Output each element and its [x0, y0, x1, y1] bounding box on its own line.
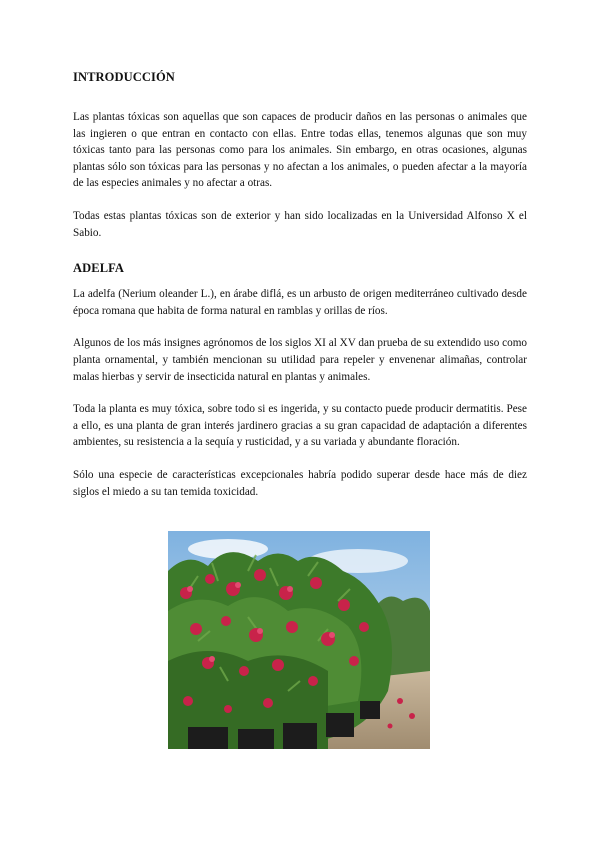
paragraph-adelfa-3: Toda la planta es muy tóxica, sobre todo si es ingerida, y su contacto puede producir dermatitis. Pese a ello, es una planta de gran interés jardinero gracias a su gran capacidad de adaptación a diferentes ambientes, su resistencia a la sequía y rusticidad, y a su variada y abundante floración.	[73, 403, 527, 449]
section-heading-introduccion: INTRODUCCIÓN	[73, 70, 175, 84]
paragraph-intro-1: Las plantas tóxicas son aquellas que son capaces de producir daños en las personas o animales que las ingieren o que entran en contacto con ellas. Entre todas ellas, tenemos algunas que son muy tóxicas tanto para las personas como para los animales. Sin embargo, en otras ocasiones, algunas plantas sólo son tóxicas para las personas y no afectan a los animales, o pueden afectar a la mayoría de las especies animales y no afectar a otras.	[73, 111, 527, 190]
oleander-photo	[168, 531, 430, 749]
paragraph-intro-2: Todas estas plantas tóxicas son de exterior y han sido localizadas en la Universidad Alfonso X el Sabio.	[73, 209, 527, 239]
paragraph-adelfa-1: La adelfa (Nerium oleander L.), en árabe diflá, es un arbusto de origen mediterráneo cultivado desde época romana que habita de forma natural en ramblas y orillas de ríos.	[73, 288, 527, 317]
paragraph-adelfa-4: Sólo una especie de características excepcionales habría podido superar desde hace más de diez siglos el miedo a su tan temida toxicidad.	[73, 468, 527, 498]
paragraph-adelfa-2: Algunos de los más insignes agrónomos de los siglos XI al XV dan prueba de su extendido uso como planta ornamental, y también mencionan su utilidad para repeler y envenenar alimañas, controlar malas hierbas y servir de insecticida natural en plantas y animales.	[73, 337, 527, 383]
section-heading-adelfa: ADELFA	[73, 261, 125, 276]
document-body	[73, 70, 527, 500]
